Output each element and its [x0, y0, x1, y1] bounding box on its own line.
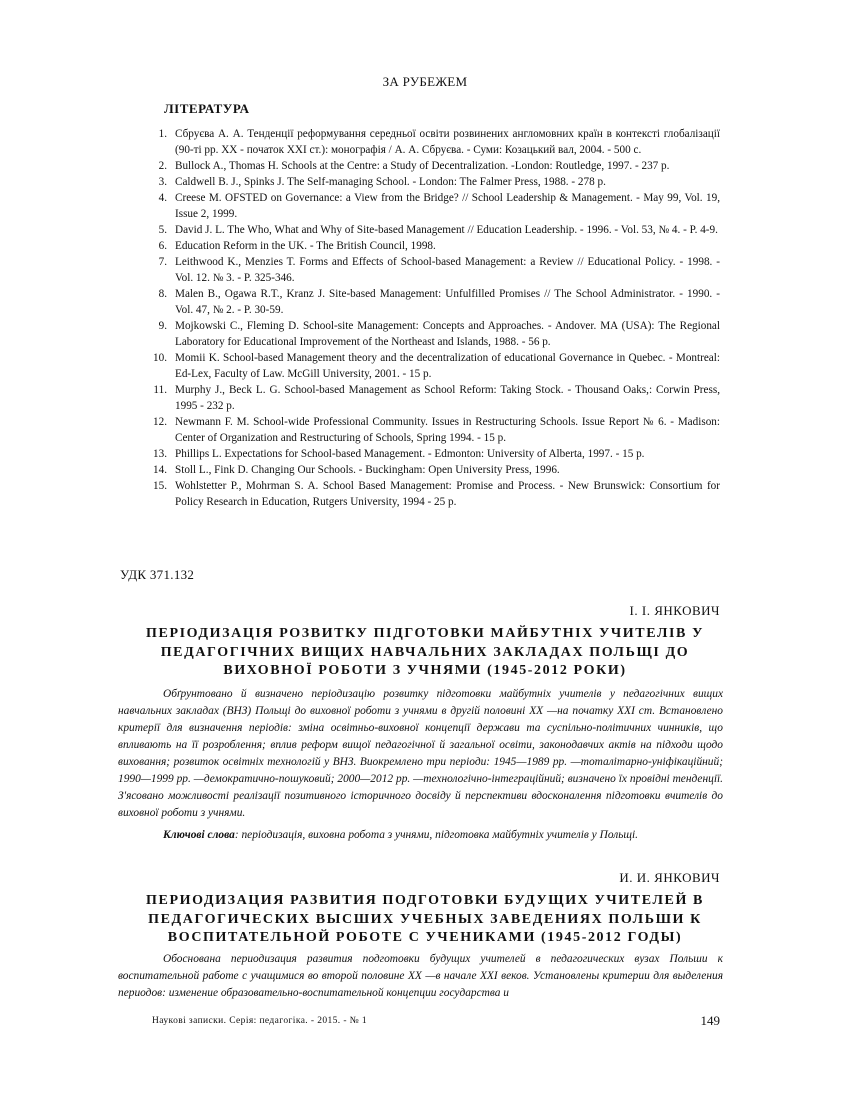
reference-text: Bullock A., Thomas H. Schools at the Centre: a Study of Decentralization. -London: Routledge, 1997. - 237 p. — [175, 160, 670, 172]
reference-item — [145, 238, 720, 254]
article-title-ru: ПЕРИОДИЗАЦИЯ РАЗВИТИЯ ПОДГОТОВКИ БУДУЩИХ УЧИТЕЛЕЙ В ПЕДАГОГИЧЕСКИХ ВЫСШИХ УЧЕБНЫХ ЗАВЕДЕНИЯХ ПОЛЬШИ К ВОСПИТАТЕЛЬНОЙ РОБОТЕ С УЧЕНИКАМИ (1945-2012 ГОДЫ) — [146, 893, 704, 945]
reference-number: 8. — [158, 288, 167, 300]
reference-text: Caldwell B. J., Spinks J. The Self-managing School. - London: The Falmer Press, 1988. - 278 p. — [175, 176, 606, 188]
reference-item — [145, 286, 720, 318]
keywords-ua — [163, 829, 723, 841]
reference-item — [145, 478, 720, 510]
running-header: ЗА РУБЕЖЕМ — [382, 74, 468, 89]
reference-item — [145, 446, 720, 462]
reference-number: 3. — [158, 176, 167, 188]
reference-item — [145, 414, 720, 446]
reference-text: Mojkowski C., Fleming D. School-site Management: Concepts and Approaches. - Andover. MA (USA): The Regional Laboratory for Educational Improvement of the Northeast and Islands, 1988. - 56 p. — [175, 320, 720, 348]
reference-number: 14. — [153, 464, 167, 476]
reference-item — [145, 382, 720, 414]
literature-heading: ЛІТЕРАТУРА — [164, 101, 250, 116]
abstract-ru: Обоснована периодизация развития подготовки будущих учителей в педагогических вузах Польши к воспитательной работе с учащимися во второй половине ХХ —в начале XXI веков. Установлены критерии для выделения периодов: изменение образовательно-воспитательной концепции государства и — [118, 953, 723, 999]
reference-item — [145, 174, 720, 190]
reference-number: 10. — [153, 352, 167, 364]
reference-text: Momii K. School-based Management theory and the decentralization of educational Governance in Quebec. - Montreal: Ed-Lex, Faculty of Law. McGill University, 2001. - 15 p. — [175, 352, 720, 380]
reference-number: 9. — [158, 320, 167, 332]
reference-text: Wohlstetter P., Mohrman S. A. School Based Management: Promise and Process. - New Brunswick: Consortium for Policy Research in Education, Rutgers University, 1994 - 25 p. — [175, 480, 720, 508]
keywords-label: Ключові слова — [163, 829, 235, 841]
reference-text: Stoll L., Fink D. Changing Our Schools. - Buckingham: Open University Press, 1996. — [175, 464, 560, 476]
reference-item — [145, 222, 720, 238]
reference-item — [145, 254, 720, 286]
author-ru: И. И. ЯНКОВИЧ — [619, 870, 720, 885]
reference-number: 15. — [153, 480, 167, 492]
reference-text: Phillips L. Expectations for School-based Management. - Edmonton: University of Alberta, 1997. - 15 p. — [175, 448, 645, 460]
reference-text: Сбруєва А. А. Тенденції реформування середньої освіти розвинених англомовних країн в контексті глобалізації (90-ті рр. ХХ - початок ХХІ ст.): монографія / А. А. Сбруєва. - Суми: Козацький вал, 2004. - 500 с. — [175, 128, 720, 156]
reference-text: Creese M. OFSTED on Governance: a View from the Bridge? // School Leadership & Management. - May 99, Vol. 19, Issue 2, 1999. — [175, 192, 720, 220]
reference-number: 6. — [158, 240, 167, 252]
reference-text: Education Reform in the UK. - The British Council, 1998. — [175, 240, 436, 252]
reference-item — [145, 126, 720, 158]
reference-item — [145, 462, 720, 478]
reference-item — [145, 318, 720, 350]
reference-item — [145, 158, 720, 174]
udk-code: УДК 371.132 — [120, 567, 195, 582]
reference-number: 2. — [158, 160, 167, 172]
keywords-text: : періодизація, виховна робота з учнями, підготовка майбутніх учителів у Польщі. — [234, 829, 638, 841]
reference-text: Leithwood K., Menzies T. Forms and Effects of School-based Management: a Review // Educational Policy. - 1998. - Vol. 12. № 3. - P. 325-346. — [175, 256, 720, 284]
reference-number: 7. — [158, 256, 167, 268]
reference-number: 4. — [158, 192, 167, 204]
reference-number: 5. — [158, 224, 167, 236]
reference-list — [145, 126, 720, 510]
article-title-ua: ПЕРІОДИЗАЦІЯ РОЗВИТКУ ПІДГОТОВКИ МАЙБУТНІХ УЧИТЕЛІВ У ПЕДАГОГІЧНИХ ВИЩИХ НАВЧАЛЬНИХ ЗАКЛАДАХ ПОЛЬЩІ ДО ВИХОВНОЇ РОБОТИ З УЧНЯМИ (1945-2012 РОКИ) — [146, 626, 704, 678]
reference-text: Newmann F. M. School-wide Professional Community. Issues in Restructuring Schools. Issue Report № 6. - Madison: Center of Organization and Restructuring of Schools, Spring 1994. - 15 p. — [175, 416, 720, 444]
journal-footer: Наукові записки. Серія: педагогіка. - 2015. - № 1 — [152, 1016, 368, 1026]
reference-text: Murphy J., Beck L. G. School-based Management as School Reform: Taking Stock. - Thousand Oaks,: Corwin Press, 1995 - 232 p. — [175, 384, 720, 412]
reference-text: David J. L. The Who, What and Why of Site-based Management // Education Leadership. - 1996. - Vol. 53, № 4. - P. 4-9. — [175, 224, 718, 236]
author-ua: І. І. ЯНКОВИЧ — [629, 603, 720, 618]
reference-number: 11. — [153, 384, 167, 396]
page-number: 149 — [700, 1013, 720, 1028]
reference-text: Malen B., Ogawa R.T., Kranz J. Site-based Management: Unfulfilled Promises // The School Administrator. - 1990. - Vol. 47, № 2. - P. 30-59. — [175, 288, 720, 316]
abstract-ua: Обґрунтовано й визначено періодизацію розвитку підготовки майбутніх учителів у педагогічних вищих навчальних закладах (ВНЗ) Польщі до виховної роботи з учнями в другій половині ХХ —на початку ХХІ ст. Встановлено критерії для визначення періодів: зміна освітньо-виховної концепції держави та суспільно-політичних чинників, що впливають на її розроблення; вплив реформ вищої педагогічної й загальної освіти, законодавчих актів на підходи щодо виховання; розвиток освітніх технологій у ВНЗ. Виокремлено три періоди: 1945—1989 рр. —тоталітарно-уніфікаційний; 1990—1999 рр. —демократично-пошуковий; 2000—2012 рр. —технологічно-інтеграційний; визначено їх провідні тенденції. З'ясовано можливості реалізації позитивного історичного досвіду й перспективи вдосконалення підготовки вчителів до виховної роботи з учнями. — [118, 688, 723, 819]
reference-number: 12. — [153, 416, 167, 428]
reference-number: 13. — [153, 448, 167, 460]
reference-item — [145, 190, 720, 222]
reference-item — [145, 350, 720, 382]
reference-number: 1. — [158, 128, 167, 140]
